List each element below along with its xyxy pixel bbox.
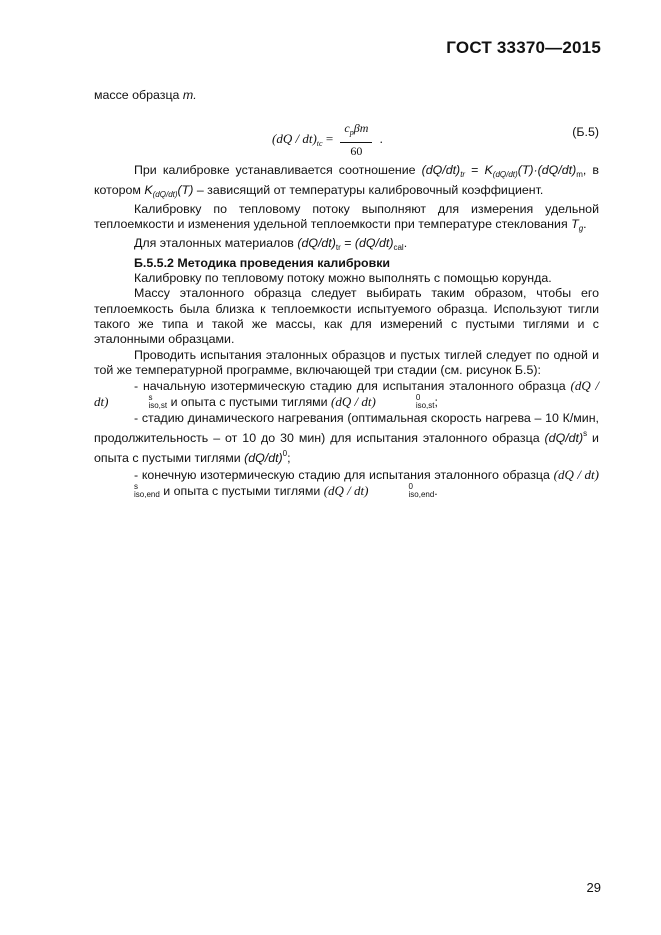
p3-v1: (dQ/dt) — [297, 236, 336, 251]
formula-fraction — [340, 121, 372, 159]
item2-mid: и опыта с пустыми тиглями — [94, 431, 599, 466]
item1-f2-scripts — [376, 394, 435, 410]
item1-f1-sub: iso,st — [148, 401, 168, 411]
item3-f2-sup: 0 — [408, 481, 413, 491]
page-number: 29 — [586, 880, 601, 895]
p1-k2: K — [144, 182, 153, 197]
section-number: Б.5.5.2 — [134, 255, 174, 270]
item2-text: - стадию динамического нагревания (оптимальная скорость нагрева – 10 К/мин, продолжительность – от 10 до 30 мин) для испытания эталонного образца — [94, 410, 599, 446]
item3-f1-sup: s — [134, 481, 138, 491]
p1-v1: (dQ/dt) — [421, 163, 461, 178]
item1-f2-sub: iso,st — [415, 401, 435, 411]
item1-mid: и опыта с пустыми тиглями — [167, 395, 332, 410]
p2-end: . — [583, 217, 587, 232]
p1-end: – зависящий от температуры калибровочный коэффициент. — [193, 182, 544, 197]
p2-var: T — [571, 217, 579, 232]
p1-t: (T)·(dQ/dt) — [517, 163, 577, 178]
p3-v2-sub: cal — [393, 243, 404, 253]
paragraph-temperature-program: Проводить испытания эталонных образцов и пустых тиглей следует по одной и той же температурной программе, включающей три стадии (см. рисунок Б.5): — [94, 347, 599, 377]
p1-start: При калибровке устанавливается соотношение — [134, 163, 416, 178]
p1-k-sub: (dQ/dt) — [492, 170, 518, 180]
p1-t-sub: m — [576, 170, 583, 180]
item3-text: - конечную изотермическую стадию для испытания эталонного образца — [134, 467, 550, 482]
paragraph-reference-materials — [94, 236, 599, 255]
p1-k2-sub: (dQ/dt) — [152, 189, 178, 199]
formula-denominator: 60 — [350, 143, 363, 158]
p2-var-sub: g — [578, 224, 584, 234]
item2-v1-sup: s — [583, 429, 588, 439]
paragraph-sample-mass: Массу эталонного образца следует выбирать таким образом, чтобы его теплоемкость была близка к теплоемкости испытуемого образца. Используют тигли такого же типа и такой же массы, как для измерений с пустыми тиглями и с эталонными образцами. — [94, 286, 599, 347]
item3-f2: (dQ / dt) — [323, 482, 369, 498]
item1-f1-sup: s — [148, 393, 153, 403]
item2-end: ; — [287, 451, 291, 466]
item1-f1: (dQ / dt) — [94, 378, 599, 410]
intro-var: m. — [182, 88, 197, 102]
item1-f2: (dQ / dt) — [331, 394, 376, 410]
formula-numerator — [340, 121, 372, 142]
document-code: ГОСТ 33370—2015 — [446, 38, 601, 57]
item1-end: ; — [434, 395, 438, 410]
paragraph-heat-flow — [94, 202, 599, 237]
p3-eq: = — [340, 236, 355, 251]
p3-v2: (dQ/dt) — [354, 236, 394, 251]
p1-mid: , в котором — [94, 163, 599, 197]
item3-f1-sub: iso,end — [134, 489, 160, 499]
item3-end: . — [434, 483, 438, 498]
formula-number: (Б.5) — [572, 125, 599, 140]
formula-lhs-sub: tc — [316, 139, 323, 149]
p1-eq: = — [465, 163, 485, 178]
formula-eq: = — [325, 131, 334, 147]
p3-v1-sub: tr — [335, 243, 341, 253]
item1-f2-sup: 0 — [415, 393, 421, 403]
formula-b5 — [94, 111, 599, 157]
num-c: c — [344, 121, 350, 136]
intro-text: массе образца — [94, 88, 180, 102]
p3-end: . — [403, 236, 408, 251]
formula-expression — [272, 121, 383, 159]
num-sub: p — [349, 128, 354, 138]
paragraph-calibration-ratio — [94, 163, 599, 202]
item2-v1: (dQ/dt) — [544, 431, 584, 446]
paragraph-corundum: Калибровку по тепловому потоку можно выполнять с помощью корунда. — [134, 271, 552, 286]
p2-text: Калибровку по тепловому потоку выполняют для измерения удельной теплоемкости и изменения удельной теплоемкости при температуре стеклования — [94, 201, 599, 232]
item3-f1-scripts — [94, 483, 160, 499]
list-item-final-isothermal — [94, 467, 599, 500]
p3-start: Для эталонных материалов — [134, 236, 294, 251]
item3-f1: (dQ / dt) — [553, 466, 599, 482]
item1-f1-scripts — [108, 394, 167, 410]
formula-lhs: (dQ / dt) — [272, 131, 317, 147]
p1-t2: (T) — [177, 182, 194, 197]
p1-k: K — [484, 163, 493, 178]
list-item-initial-isothermal — [94, 378, 599, 411]
p1-v1-sub: tr — [460, 170, 466, 180]
intro-line — [94, 88, 599, 103]
item3-mid: и опыта с пустыми тиглями — [159, 483, 324, 498]
item2-v2: (dQ/dt) — [244, 451, 283, 466]
num-rest: βm — [353, 121, 369, 136]
section-heading — [94, 256, 599, 271]
item1-text: - начальную изотермическую стадию для испытания эталонного образца — [134, 379, 566, 394]
list-item-dynamic-heating — [94, 411, 599, 467]
item3-f2-scripts — [369, 481, 438, 499]
page-body — [94, 88, 599, 499]
item3-f2-sub: iso,end — [408, 489, 435, 499]
item2-v2-sup: 0 — [282, 449, 288, 459]
formula-tail: . — [379, 131, 383, 147]
section-title: Методика проведения калибровки — [177, 255, 391, 270]
